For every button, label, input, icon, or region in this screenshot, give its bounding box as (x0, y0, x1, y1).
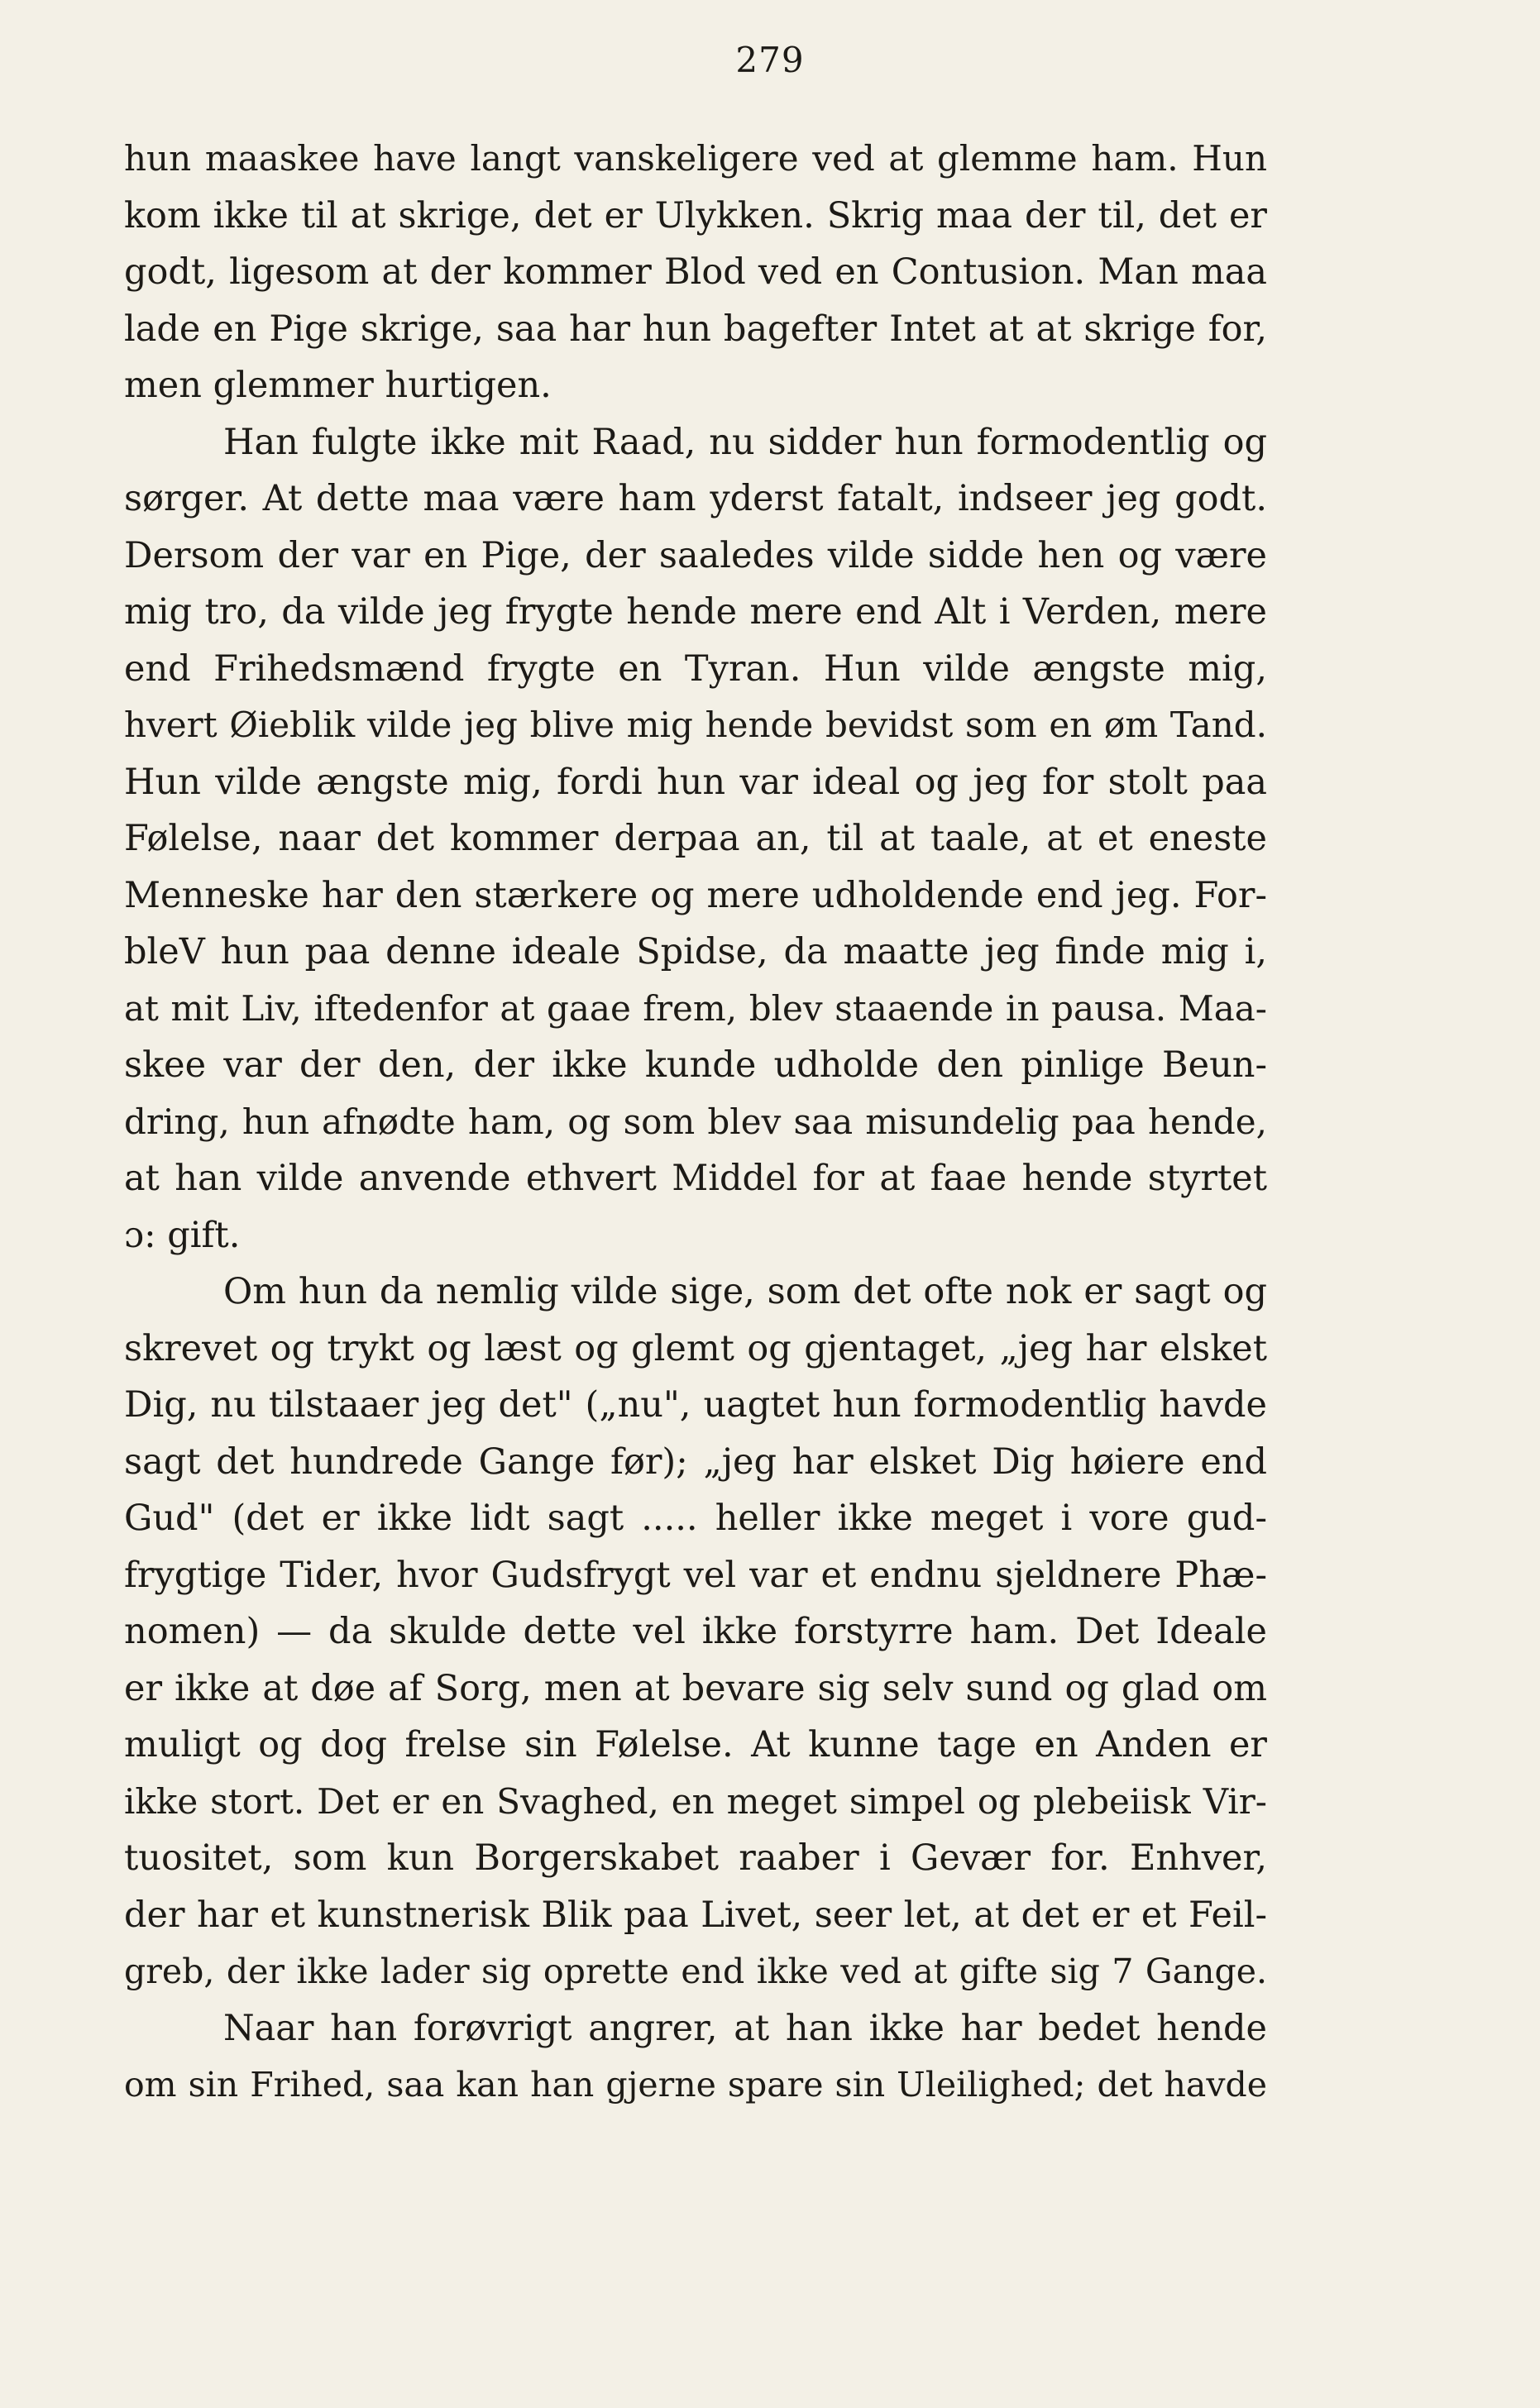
text-line: skrevet og trykt og læst og glemt og gjentaget, „jeg har elsket (124, 1328, 1267, 1369)
text-line: ikke stort. Det er en Svaghed, en meget simpel og plebeiisk Vir- (124, 1781, 1267, 1822)
text-line: der har et kunstnerisk Blik paa Livet, seer let, at det er et Feil- (124, 1894, 1267, 1936)
text-line: sørger. At dette maa være ham yderst fatalt, indseer jeg godt. (124, 478, 1267, 519)
text-line: end Frihedsmænd frygte en Tyran. Hun vilde ængste mig, (124, 648, 1267, 690)
text-line: Gud" (det er ikke lidt sagt ..... heller ikke meget i vore gud- (124, 1498, 1267, 1539)
text-line: Hun vilde ængste mig, fordi hun var ideal og jeg for stolt paa (124, 762, 1267, 803)
text-line: Naar han forøvrigt angrer, at han ikke har bedet hende (223, 2008, 1267, 2049)
text-line: men glemmer hurtigen. (124, 365, 552, 406)
text-line: mig tro, da vilde jeg frygte hende mere end Alt i Verden, mere (124, 591, 1267, 633)
text-line: Han fulgte ikke mit Raad, nu sidder hun formodentlig og (223, 422, 1267, 463)
text-line: muligt og dog frelse sin Følelse. At kunne tage en Anden er (124, 1724, 1267, 1765)
text-line: godt, ligesom at der kommer Blod ved en Contusion. Man maa (124, 251, 1267, 293)
text-line: nomen) — da skulde dette vel ikke forstyrre ham. Det Ideale (124, 1611, 1267, 1652)
text-line: skee var der den, der ikke kunde udholde den pinlige Beun- (124, 1044, 1267, 1086)
text-line: sagt det hundrede Gange før); „jeg har elsket Dig høiere end (124, 1441, 1267, 1483)
text-line: tuositet, som kun Borgerskabet raaber i Gevær for. Enhver, (124, 1837, 1267, 1879)
text-line: hun maaskee have langt vanskeligere ved at glemme ham. Hun (124, 138, 1267, 179)
text-line: Om hun da nemlig vilde sige, som det ofte nok er sagt og (223, 1271, 1267, 1312)
text-line: Menneske har den stærkere og mere udholdende end jeg. For- (124, 875, 1267, 916)
text-line: at mit Liv, iftedenfor at gaae frem, blev staaende in pausa. Maa- (124, 988, 1267, 1029)
page-number: 279 (735, 40, 805, 80)
text-line: kom ikke til at skrige, det er Ulykken. Skrig maa der til, det er (124, 195, 1267, 236)
text-line: dring, hun afnødte ham, og som blev saa misundelig paa hende, (124, 1101, 1267, 1142)
text-line: frygtige Tider, hvor Gudsfrygt vel var et endnu sjeldnere Phæ- (124, 1555, 1267, 1596)
text-line: hvert Øieblik vilde jeg blive mig hende bevidst som en øm Tand. (124, 705, 1267, 745)
text-line: ɔ: gift. (124, 1215, 241, 1256)
text-line: er ikke at døe af Sorg, men at bevare sig selv sund og glad om (124, 1668, 1267, 1709)
text-line: Følelse, naar det kommer derpaa an, til at taale, at et eneste (124, 818, 1267, 859)
text-line: bleV hun paa denne ideale Spidse, da maatte jeg finde mig i, (124, 931, 1267, 972)
text-line: lade en Pige skrige, saa har hun bagefter Intet at at skrige for, (124, 308, 1267, 350)
text-line: om sin Frihed, saa kan han gjerne spare sin Uleilighed; det havde (124, 2065, 1267, 2105)
text-line: Dig, nu tilstaaer jeg det" („nu", uagtet hun formodentlig havde (124, 1384, 1267, 1426)
text-line: Dersom der var en Pige, der saaledes vilde sidde hen og være (124, 535, 1267, 576)
text-line: at han vilde anvende ethvert Middel for at faae hende styrtet (124, 1158, 1267, 1199)
text-line: greb, der ikke lader sig oprette end ikke ved at gifte sig 7 Gange. (124, 1952, 1267, 1991)
